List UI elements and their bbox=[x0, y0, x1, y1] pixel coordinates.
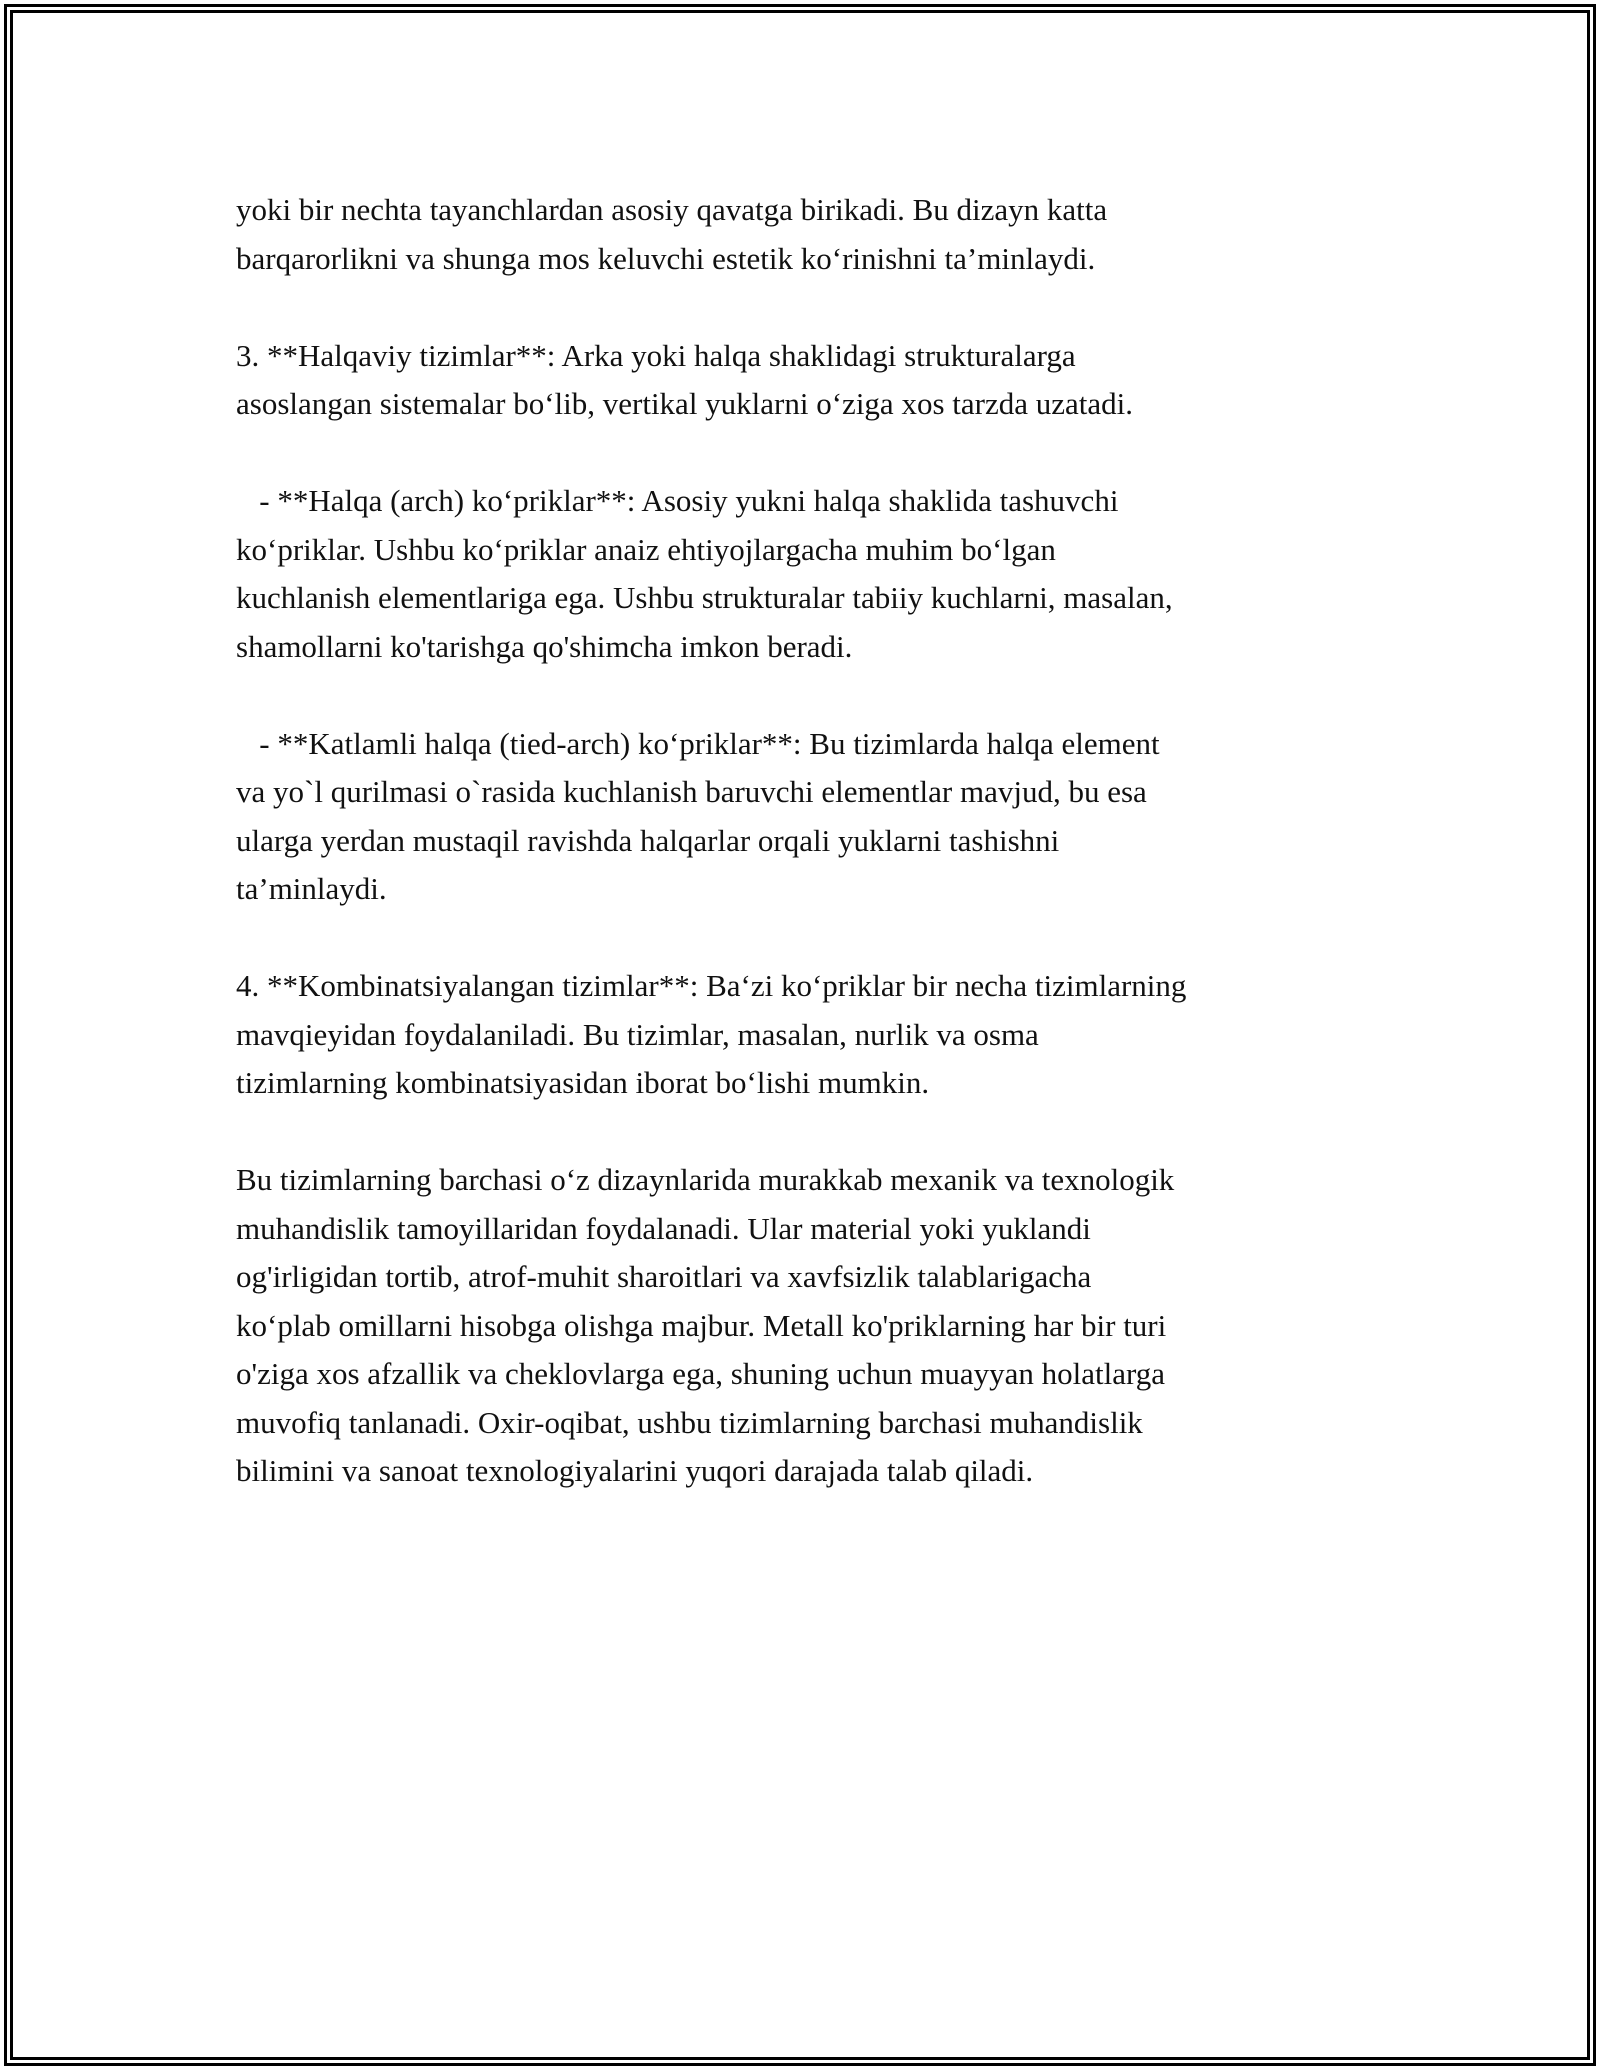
text-line: va yo`l qurilmasi o`rasida kuchlanish baruvchi elementlar mavjud, bu esa bbox=[236, 774, 1147, 809]
text-line: 3. **Halqaviy tizimlar**: Arka yoki halqa shaklidagi strukturalarga bbox=[236, 337, 1076, 373]
text-line: bilimini va sanoat texnologiyalarini yuqori darajada talab qiladi. bbox=[236, 1453, 1034, 1488]
text-line: 4. **Kombinatsiyalangan tizimlar**: Ba‘zi ko‘priklar bir necha tizimlarning bbox=[236, 968, 1187, 1003]
blank-line bbox=[236, 283, 1376, 332]
text-line: muhandislik tamoyillaridan foydalanadi. Ular material yoki yuklandi bbox=[236, 1210, 1091, 1246]
text-line: tizimlarning kombinatsiyasidan iborat bo‘lishi mumkin. bbox=[236, 1065, 930, 1100]
text-line: mavqieyidan foydalaniladi. Bu tizimlar, masalan, nurlik va osma bbox=[236, 1016, 1039, 1052]
text-line: - **Halqa (arch) ko‘priklar**: Asosiy yukni halqa shaklida tashuvchi bbox=[236, 483, 1119, 518]
text-line: barqarorlikni va shunga mos keluvchi estetik ko‘rinishni ta’minlaydi. bbox=[236, 240, 1096, 276]
text-line: kuchlanish elementlariga ega. Ushbu strukturalar tabiiy kuchlarni, masalan, bbox=[236, 580, 1173, 615]
text-line: ta’minlaydi. bbox=[236, 871, 387, 906]
text-line: ko‘plab omillarni hisobga olishga majbur. Metall ko'priklarning har bir turi bbox=[236, 1307, 1167, 1343]
text-line: shamollarni ko'tarishga qo'shimcha imkon beradi. bbox=[236, 628, 853, 664]
text-line: og'irligidan tortib, atrof-muhit sharoitlari va xavfsizlik talablarigacha bbox=[236, 1259, 1092, 1294]
blank-line bbox=[236, 914, 1376, 963]
text-line: muvofiq tanlanadi. Oxir-oqibat, ushbu tizimlarning barchasi muhandislik bbox=[236, 1404, 1143, 1440]
blank-line bbox=[236, 429, 1376, 478]
text-line: - **Katlamli halqa (tied-arch) ko‘priklar**: Bu tizimlarda halqa element bbox=[236, 725, 1160, 761]
text-line: ularga yerdan mustaqil ravishda halqarlar orqali yuklarni tashishni bbox=[236, 822, 1060, 858]
text-line: yoki bir nechta tayanchlardan asosiy qavatga birikadi. Bu dizayn katta bbox=[236, 192, 1108, 227]
text-line: o'ziga xos afzallik va cheklovlarga ega, shuning uchun muayyan holatlarga bbox=[236, 1356, 1165, 1391]
text-line: Bu tizimlarning barchasi o‘z dizaynlarida murakkab mexanik va texnologik bbox=[236, 1162, 1175, 1197]
text-line: ko‘priklar. Ushbu ko‘priklar anaiz ehtiyojlargacha muhim bo‘lgan bbox=[236, 531, 1056, 567]
document-body bbox=[236, 186, 1376, 1496]
text-line: asoslangan sistemalar bo‘lib, vertikal yuklarni o‘ziga xos tarzda uzatadi. bbox=[236, 386, 1133, 421]
blank-line bbox=[236, 671, 1376, 720]
blank-line bbox=[236, 1108, 1376, 1157]
